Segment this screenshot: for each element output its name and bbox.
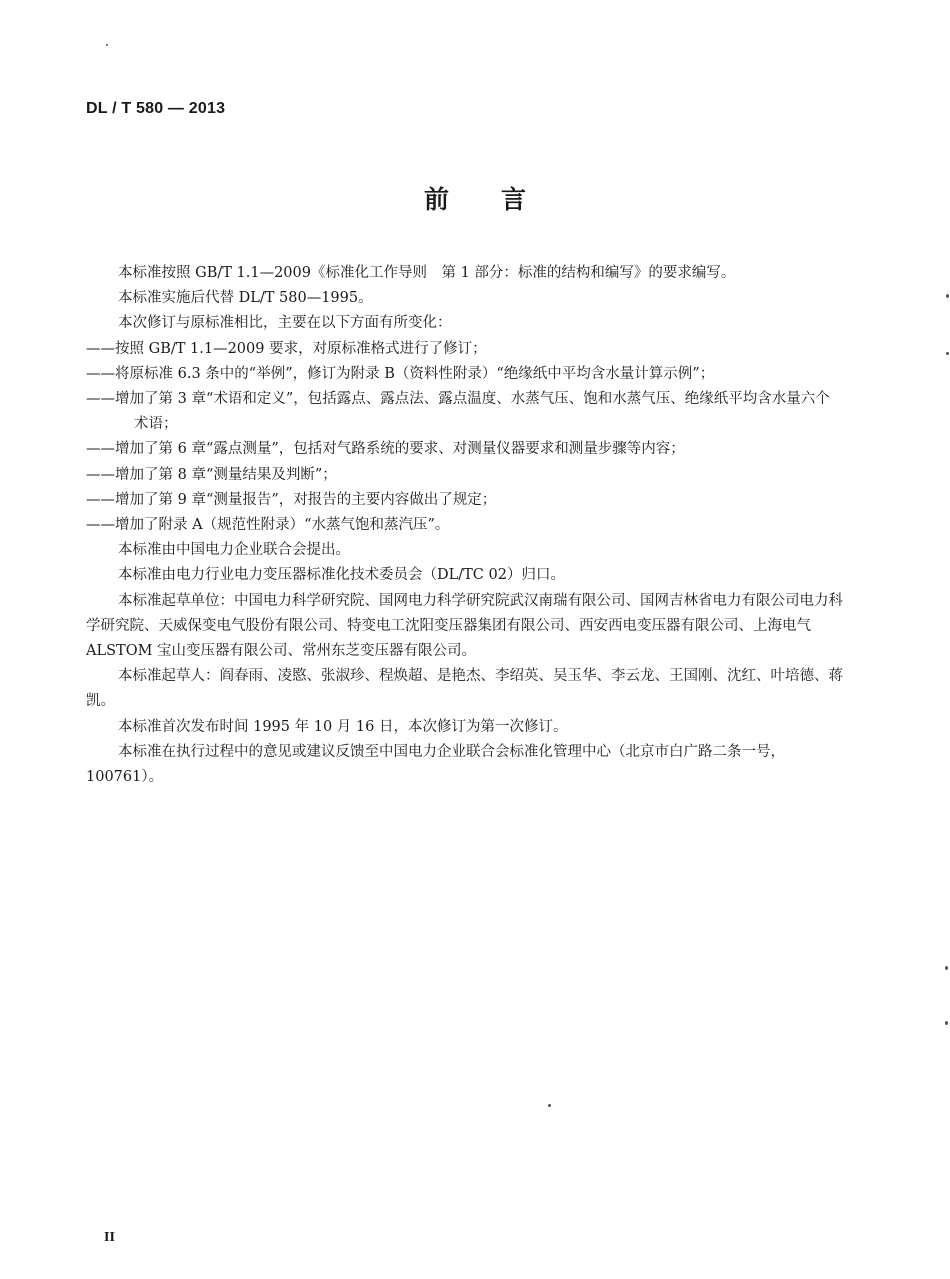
paragraph-proposed-by: 本标准由中国电力企业联合会提出。 xyxy=(118,542,350,559)
paragraph-centralized-by: 本标准由电力行业电力变压器标准化技术委员会（DL/TC 02）归口。 xyxy=(118,567,565,584)
title-char-2: 言 xyxy=(501,185,527,214)
change-item: ——增加了附录 A（规范性附录）“水蒸气饱和蒸汽压”。 xyxy=(86,517,450,534)
paragraph-drafting-rules: 本标准按照 GB/T 1.1—2009《标准化工作导则 第 1 部分：标准的结构和编写》的要求编写。 xyxy=(118,265,736,281)
scan-speck xyxy=(106,44,108,46)
change-item: ——增加了第 9 章“测量报告”，对报告的主要内容做出了规定； xyxy=(86,491,497,508)
scan-speck xyxy=(946,352,949,355)
page-title xyxy=(0,180,950,216)
paragraph-drafting-units: 本标准起草单位：中国电力科学研究院、国网电力科学研究院武汉南瑞有限公司、国网吉林省电力有限公司电力科学研究院、天威保变电气股份有限公司、特变电工沈阳变压器集团有限公司、西安西电变压器有限公司、上海电气 ALSTOM 宝山变压器有限公司、常州东芝变压器有限公司。 xyxy=(86,592,843,660)
change-item: ——增加了第 3 章“术语和定义”，包括露点、露点法、露点温度、水蒸气压、饱和水蒸气压、绝缘纸平均含水量六个术语； xyxy=(86,391,830,433)
paragraph-drafters: 本标准起草人：阎春雨、凌愍、张淑珍、程焕超、是艳杰、李绍英、吴玉华、李云龙、王国刚、沈红、叶培德、蒋凯。 xyxy=(86,668,843,710)
change-item: ——增加了第 6 章“露点测量”，包括对气路系统的要求、对测量仪器要求和测量步骤等内容； xyxy=(86,441,685,458)
paragraph-changes-intro: 本次修订与原标准相比，主要在以下方面有所变化： xyxy=(118,315,452,332)
page-number: II xyxy=(104,1230,115,1245)
change-item: ——按照 GB/T 1.1—2009 要求，对原标准格式进行了修订； xyxy=(86,340,487,357)
title-char-1: 前 xyxy=(423,185,449,214)
standard-number: DL / T 580 — 2013 xyxy=(86,100,226,117)
preface-body xyxy=(86,261,844,790)
paragraph-feedback: 本标准在执行过程中的意见或建议反馈至中国电力企业联合会标准化管理中心（北京市白广路二条一号，100761）。 xyxy=(86,743,785,786)
change-item: ——将原标准 6.3 条中的“举例”，修订为附录 B（资料性附录）“绝缘纸中平均含水量计算示例”； xyxy=(86,365,715,382)
paragraph-first-release: 本标准首次发布时间 1995 年 10 月 16 日，本次修订为第一次修订。 xyxy=(118,718,568,735)
scan-speck xyxy=(548,1104,551,1107)
scan-speck xyxy=(945,1021,948,1025)
scan-speck xyxy=(946,294,949,298)
scan-speck xyxy=(945,966,948,970)
change-item: ——增加了第 8 章“测量结果及判断”； xyxy=(86,466,337,483)
paragraph-replaces: 本标准实施后代替 DL/T 580—1995。 xyxy=(118,290,373,307)
